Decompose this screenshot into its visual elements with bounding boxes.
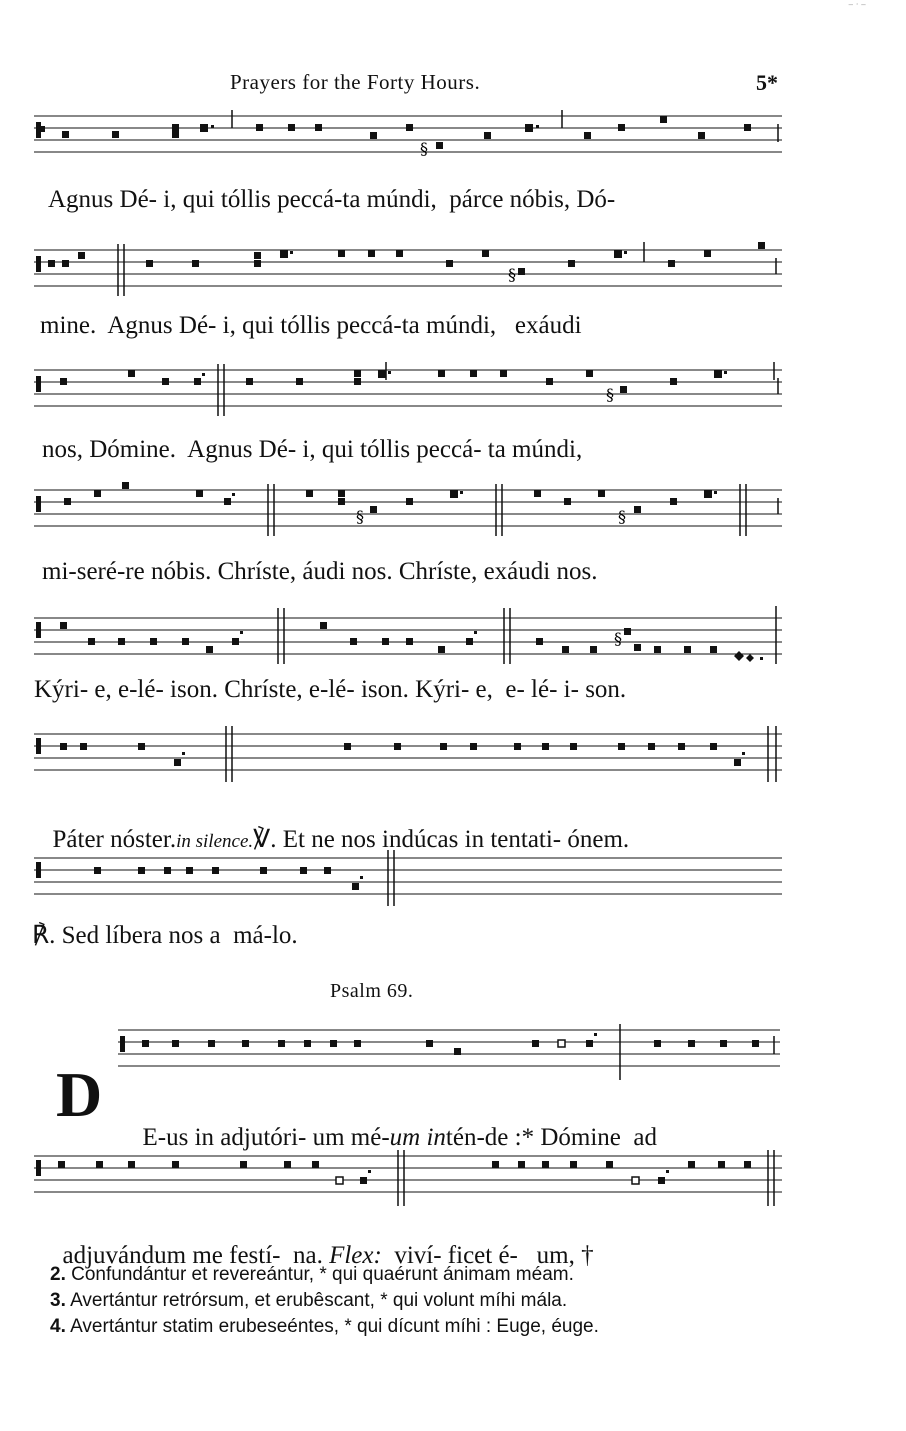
- psalm-text-italic: um in: [389, 1124, 446, 1151]
- svg-text:§: §: [614, 629, 622, 648]
- lyric-line-1: Agnus Dé- i, qui tóllis peccá-ta múndi, párce nóbis, Dó-: [48, 186, 616, 213]
- lyric-line-2: mine. Agnus Dé- i, qui tóllis peccá-ta múndi, exáudi: [40, 312, 582, 339]
- drop-cap: D: [56, 1059, 103, 1130]
- page-title: Prayers for the Forty Hours.: [230, 70, 481, 94]
- lyric-line-7: ℟. Sed líbera nos a má-lo.: [32, 922, 298, 949]
- lyric-line-3: nos, Dómine. Agnus Dé- i, qui tóllis peccá- ta múndi,: [42, 436, 583, 463]
- psalm-text-2c: viví- ficet é- um, †: [381, 1242, 594, 1269]
- lyric-line-5: Kýri- e, e-lé- ison. Chríste, e-lé- ison. Kýri- e, e- lé- i- son.: [34, 676, 627, 703]
- psalm-text-2a: adjuvándum me festí- na.: [62, 1242, 330, 1269]
- chant-staff-3: [34, 360, 782, 420]
- verse-text: Avertántur statim erubeseéntes, * qui dícunt míhi : Euge, éuge.: [65, 1316, 599, 1337]
- chant-staff-2: [34, 240, 782, 300]
- chant-staff-8: [118, 1020, 780, 1084]
- lyric-line-4: mi-seré-re nóbis. Chríste, áudi nos. Chríste, exáudi nos.: [42, 558, 598, 585]
- svg-text:§: §: [508, 265, 516, 284]
- chant-staff-4: [34, 480, 782, 540]
- chant-staff-5: [34, 604, 782, 668]
- svg-text:§: §: [606, 385, 614, 404]
- flex-rubric: Flex:: [329, 1242, 382, 1269]
- verse-2: [50, 1264, 574, 1286]
- scan-marks: ‒ · ‒: [848, 0, 866, 9]
- chant-staff-6: [34, 722, 782, 786]
- svg-text:§: §: [618, 507, 626, 526]
- page-number: 5*: [756, 70, 778, 95]
- in-silence-rubric: in silence.: [176, 831, 254, 852]
- verse-text: Avertántur retrórsum, et erubêscant, * qui volunt míhi mála.: [65, 1290, 568, 1311]
- verse-text: Confundántur et revereántur, * qui quaérunt ánimam méam.: [65, 1264, 574, 1285]
- verse-number: 2.: [50, 1264, 66, 1285]
- psalm-lyric-line-2: [50, 1214, 594, 1270]
- pater-noster: Páter nóster.: [52, 826, 177, 853]
- svg-text:§: §: [356, 507, 364, 526]
- chant-staff-7: [34, 846, 782, 910]
- verse-4: [50, 1316, 599, 1338]
- verse-number: 4.: [50, 1316, 66, 1337]
- psalm-text-a: E-us in adjutóri- um mé-: [142, 1124, 390, 1151]
- verse-number: 3.: [50, 1290, 66, 1311]
- chant-staff-9: [34, 1146, 782, 1210]
- svg-text:§: §: [420, 139, 428, 158]
- chant-staff-1: [34, 108, 782, 158]
- psalm-text-c: tén-de :* Dómine ad: [445, 1124, 657, 1151]
- psalm-lyric-line-1: [130, 1096, 657, 1152]
- verse-3: [50, 1290, 567, 1312]
- psalm-title: Psalm 69.: [330, 980, 414, 1002]
- versicle-text: ℣. Et ne nos indúcas in tentati- ónem.: [253, 826, 630, 853]
